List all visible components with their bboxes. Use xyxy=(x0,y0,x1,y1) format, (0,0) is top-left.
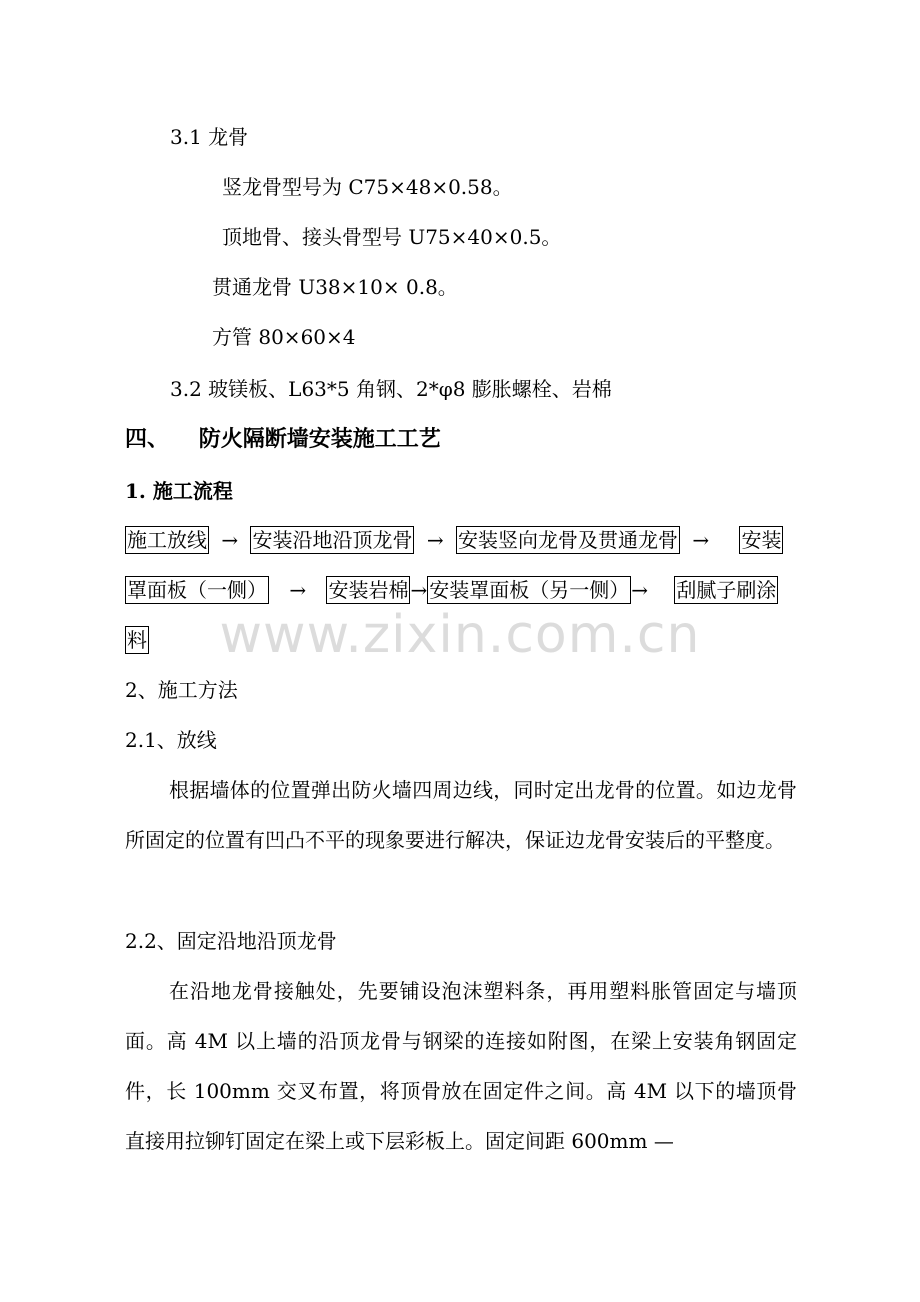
flow-title: 1. 施工流程 xyxy=(125,479,233,503)
flow-step-cover-board-other-side: 安装罩面板（另一侧） xyxy=(429,578,630,602)
watermark: www.zixin.com.cn xyxy=(219,605,701,665)
flow-row-2 xyxy=(125,576,778,604)
chapter-title: 防火隔断墙安装施工工艺 xyxy=(198,426,441,452)
flow-step-floor-ceiling-track: 安装沿地沿顶龙骨 xyxy=(252,528,413,552)
arrow-icon: → xyxy=(692,528,710,552)
section-2-2-paragraph: 在沿地龙骨接触处，先要铺设泡沫塑料条，再用塑料胀管固定与墙顶面。高 4M 以上墙的沿顶龙骨与钢梁的连接如附图，在梁上安装角钢固定件，长 100mm 交叉布置，将顶骨放在固定件之间。高 4M 以下的墙顶骨直接用拉铆钉固定在梁上或下层彩板上。固定间距 600mm — xyxy=(125,979,797,1153)
section-3-2-title: 3.2 玻镁板、L63*5 角钢、2*φ8 膨胀螺栓、岩棉 xyxy=(170,377,612,401)
flow-step-putty-coating: 刮腻子刷涂 xyxy=(676,578,777,602)
flow-step-cover-board-one-side: 罩面板（一侧） xyxy=(127,578,267,602)
section-3-1-title: 3.1 龙骨 xyxy=(170,125,249,149)
arrow-icon: → xyxy=(631,578,649,602)
section-2-1-paragraph: 根据墙体的位置弹出防火墙四周边线，同时定出龙骨的位置。如边龙骨所固定的位置有凹凸不平的现象要进行解决，保证边龙骨安装后的平整度。 xyxy=(125,778,797,852)
flow-row-3 xyxy=(125,626,149,654)
square-tube-spec: 方管 80×60×4 xyxy=(212,325,356,349)
arrow-icon: → xyxy=(289,578,307,602)
section-2-2-title: 2.2、固定沿地沿顶龙骨 xyxy=(125,929,337,953)
arrow-icon: → xyxy=(426,528,444,552)
flow-step-coating-continued: 料 xyxy=(127,628,147,652)
vertical-stud-spec: 竖龙骨型号为 C75×48×0.58。 xyxy=(222,175,513,199)
method-title: 2、施工方法 xyxy=(125,678,238,702)
chapter-heading xyxy=(125,426,441,452)
flow-step-rock-wool: 安装岩棉 xyxy=(328,578,409,602)
through-stud-spec: 贯通龙骨 U38×10× 0.8。 xyxy=(212,275,458,299)
section-2-1-title: 2.1、放线 xyxy=(125,728,217,752)
top-ground-stud-spec: 顶地骨、接头骨型号 U75×40×0.5。 xyxy=(222,225,562,249)
arrow-icon: → xyxy=(410,578,428,602)
flow-row-1 xyxy=(125,526,783,554)
flow-step-vertical-studs: 安装竖向龙骨及贯通龙骨 xyxy=(457,528,678,552)
flow-step-layout: 施工放线 xyxy=(127,528,207,552)
arrow-icon: → xyxy=(221,528,239,552)
flow-step-install: 安装 xyxy=(741,528,782,552)
chapter-number: 四、 xyxy=(125,426,170,452)
